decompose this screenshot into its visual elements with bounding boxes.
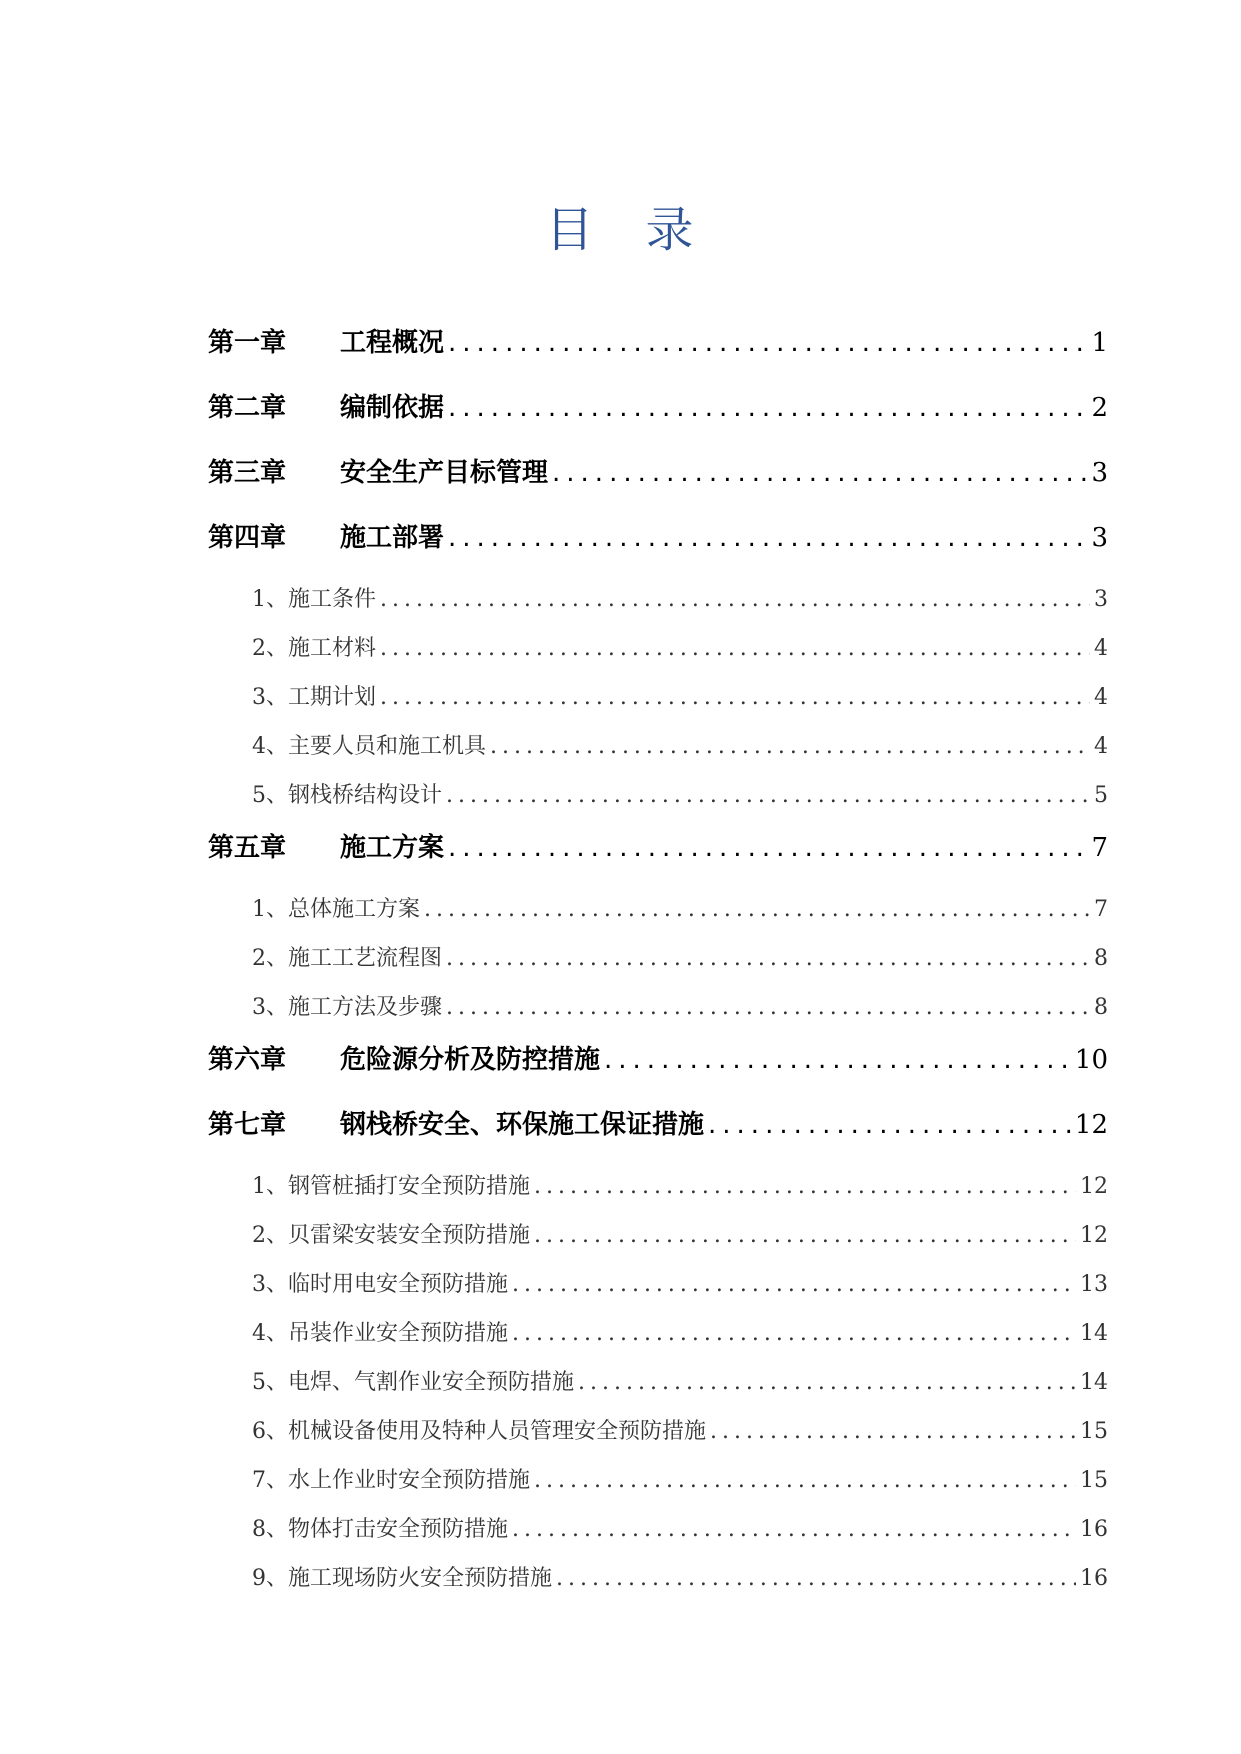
section-number: 2、 <box>252 636 288 661</box>
section-number: 8、 <box>252 1517 288 1542</box>
section-number: 5、 <box>252 1370 288 1395</box>
dot-leader <box>448 833 1087 863</box>
toc-chapter-entry[interactable] <box>208 322 1108 387</box>
section-number: 2、 <box>252 1223 288 1248</box>
section-number: 6、 <box>252 1419 288 1444</box>
page-number: 13 <box>1080 1272 1108 1297</box>
toc-section-entry[interactable] <box>208 1512 1108 1561</box>
dot-leader <box>552 458 1087 488</box>
toc-chapter-entry[interactable] <box>208 452 1108 517</box>
page-number: 12 <box>1080 1174 1108 1199</box>
toc-chapter-entry[interactable] <box>208 827 1108 892</box>
chapter-number: 第一章 <box>208 328 287 358</box>
dot-leader <box>448 328 1087 358</box>
section-number: 3、 <box>252 995 288 1020</box>
page-number: 14 <box>1080 1370 1108 1395</box>
page-number: 5 <box>1094 783 1108 808</box>
dot-leader <box>512 1321 1076 1346</box>
section-title: 机械设备使用及特种人员管理安全预防措施 <box>288 1419 707 1444</box>
section-title: 施工材料 <box>288 636 377 661</box>
section-title: 主要人员和施工机具 <box>288 734 487 759</box>
section-title: 临时用电安全预防措施 <box>288 1272 509 1297</box>
dot-leader <box>512 1517 1076 1542</box>
section-number: 9、 <box>252 1566 288 1591</box>
chapter-number: 第二章 <box>208 393 287 423</box>
dot-leader <box>424 897 1090 922</box>
toc-section-entry[interactable] <box>208 1267 1108 1316</box>
chapter-number: 第四章 <box>208 523 287 553</box>
page-number: 15 <box>1080 1468 1108 1493</box>
section-title: 施工方法及步骤 <box>288 995 443 1020</box>
page-number: 1 <box>1091 328 1108 358</box>
dot-leader <box>604 1045 1071 1075</box>
chapter-title: 编制依据 <box>340 393 445 423</box>
section-title: 总体施工方案 <box>288 897 421 922</box>
dot-leader <box>448 393 1087 423</box>
section-number: 4、 <box>252 734 288 759</box>
page-number: 7 <box>1094 897 1108 922</box>
toc-section-entry[interactable] <box>208 1218 1108 1267</box>
dot-leader <box>446 946 1090 971</box>
toc-section-entry[interactable] <box>208 990 1108 1039</box>
section-number: 7、 <box>252 1468 288 1493</box>
section-title: 施工条件 <box>288 587 377 612</box>
page-number: 12 <box>1074 1110 1108 1140</box>
page-number: 8 <box>1094 995 1108 1020</box>
dot-leader <box>446 995 1090 1020</box>
toc-section-entry[interactable] <box>208 778 1108 827</box>
toc-section-entry[interactable] <box>208 582 1108 631</box>
page-number: 7 <box>1091 833 1108 863</box>
section-title: 工期计划 <box>288 685 377 710</box>
section-title: 钢栈桥结构设计 <box>288 783 443 808</box>
page-number: 3 <box>1094 587 1108 612</box>
chapter-title: 钢栈桥安全、环保施工保证措施 <box>340 1110 705 1140</box>
page-number: 8 <box>1094 946 1108 971</box>
section-number: 1、 <box>252 587 288 612</box>
toc-section-entry[interactable] <box>208 941 1108 990</box>
toc-list <box>208 322 1108 1610</box>
chapter-title: 安全生产目标管理 <box>340 458 549 488</box>
page-number: 10 <box>1074 1045 1108 1075</box>
chapter-number: 第六章 <box>208 1045 287 1075</box>
page-number: 4 <box>1094 636 1108 661</box>
toc-section-entry[interactable] <box>208 631 1108 680</box>
section-title: 施工工艺流程图 <box>288 946 443 971</box>
toc-section-entry[interactable] <box>208 1561 1108 1610</box>
section-number: 3、 <box>252 1272 288 1297</box>
page-number: 3 <box>1091 458 1108 488</box>
toc-section-entry[interactable] <box>208 1316 1108 1365</box>
chapter-number: 第七章 <box>208 1110 287 1140</box>
section-number: 4、 <box>252 1321 288 1346</box>
section-title: 物体打击安全预防措施 <box>288 1517 509 1542</box>
section-number: 2、 <box>252 946 288 971</box>
chapter-title: 危险源分析及防控措施 <box>340 1045 601 1075</box>
dot-leader <box>534 1223 1076 1248</box>
dot-leader <box>556 1566 1076 1591</box>
dot-leader <box>710 1419 1076 1444</box>
page-number: 15 <box>1080 1419 1108 1444</box>
section-number: 3、 <box>252 685 288 710</box>
page-number: 4 <box>1094 685 1108 710</box>
toc-section-entry[interactable] <box>208 892 1108 941</box>
dot-leader <box>446 783 1090 808</box>
page-number: 16 <box>1080 1566 1108 1591</box>
toc-section-entry[interactable] <box>208 1414 1108 1463</box>
dot-leader <box>578 1370 1076 1395</box>
dot-leader <box>512 1272 1076 1297</box>
toc-chapter-entry[interactable] <box>208 387 1108 452</box>
section-title: 电焊、气割作业安全预防措施 <box>288 1370 575 1395</box>
section-title: 施工现场防火安全预防措施 <box>288 1566 553 1591</box>
toc-title: 目 录 <box>545 202 696 258</box>
toc-chapter-entry[interactable] <box>208 1104 1108 1169</box>
page-number: 2 <box>1091 393 1108 423</box>
page-number: 12 <box>1080 1223 1108 1248</box>
toc-section-entry[interactable] <box>208 680 1108 729</box>
page-number: 16 <box>1080 1517 1108 1542</box>
section-title: 钢管桩插打安全预防措施 <box>288 1174 531 1199</box>
section-number: 1、 <box>252 897 288 922</box>
toc-section-entry[interactable] <box>208 1169 1108 1218</box>
section-title: 贝雷梁安装安全预防措施 <box>288 1223 531 1248</box>
section-number: 5、 <box>252 783 288 808</box>
page-number: 3 <box>1091 523 1108 553</box>
dot-leader <box>380 587 1090 612</box>
chapter-title: 施工方案 <box>340 833 445 863</box>
dot-leader <box>380 685 1090 710</box>
section-title: 吊装作业安全预防措施 <box>288 1321 509 1346</box>
chapter-number: 第三章 <box>208 458 287 488</box>
chapter-title: 工程概况 <box>340 328 445 358</box>
toc-section-entry[interactable] <box>208 1463 1108 1512</box>
dot-leader <box>534 1468 1076 1493</box>
toc-section-entry[interactable] <box>208 729 1108 778</box>
dot-leader <box>380 636 1090 661</box>
chapter-title: 施工部署 <box>340 523 445 553</box>
dot-leader <box>534 1174 1076 1199</box>
page-number: 14 <box>1080 1321 1108 1346</box>
dot-leader <box>708 1110 1071 1140</box>
dot-leader <box>448 523 1087 553</box>
toc-chapter-entry[interactable] <box>208 1039 1108 1104</box>
section-title: 水上作业时安全预防措施 <box>288 1468 531 1493</box>
chapter-number: 第五章 <box>208 833 287 863</box>
page-number: 4 <box>1094 734 1108 759</box>
toc-chapter-entry[interactable] <box>208 517 1108 582</box>
dot-leader <box>490 734 1090 759</box>
toc-section-entry[interactable] <box>208 1365 1108 1414</box>
section-number: 1、 <box>252 1174 288 1199</box>
